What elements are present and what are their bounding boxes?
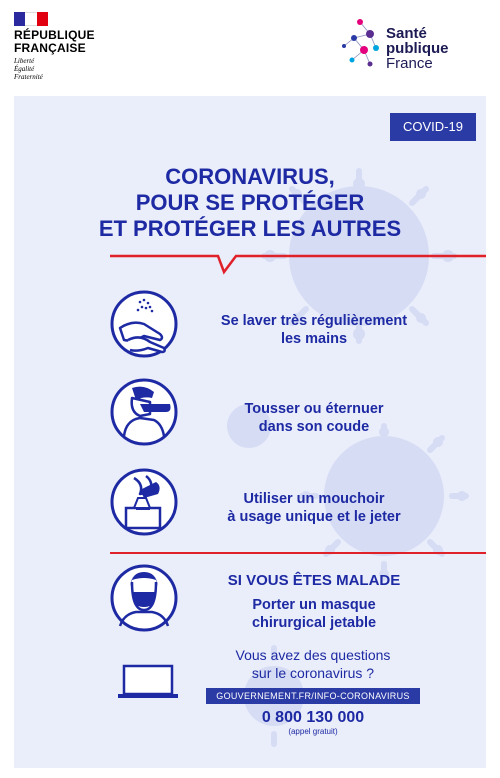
gesture-3-line-2: à usage unique et le jeter	[227, 509, 401, 525]
handwashing-icon	[110, 290, 178, 358]
spf-line-1: Santé	[386, 25, 427, 42]
cough-elbow-icon	[110, 378, 178, 446]
info-coronavirus-link[interactable]: GOUVERNEMENT.FR/INFO-CORONAVIRUS	[206, 688, 420, 704]
header	[0, 0, 500, 96]
question-line-1: Vous avez des questions	[235, 647, 391, 663]
gesture-3-text	[194, 490, 434, 526]
gesture-1-line-2: les mains	[280, 331, 348, 347]
covid-19-badge: COVID-19	[390, 113, 476, 141]
gesture-2-text	[194, 400, 434, 436]
page-title	[34, 164, 466, 242]
spf-molecule-icon	[340, 14, 386, 74]
phone-number[interactable]: 0 800 130 000	[261, 709, 365, 726]
sante-publique-france-logo	[340, 14, 490, 74]
mask-icon	[110, 564, 178, 632]
motto-liberte: Liberté	[14, 57, 35, 65]
poster	[14, 96, 486, 768]
title-line-1: CORONAVIRUS,	[165, 164, 335, 189]
question-line-2: sur le coronavirus ?	[251, 665, 375, 681]
malade-heading: SI VOUS ÊTES MALADE	[227, 572, 401, 589]
french-flag-icon	[14, 12, 48, 26]
title-line-3: ET PROTÉGER LES AUTRES	[98, 216, 402, 241]
gesture-1-line-1: Se laver très régulièrement	[220, 313, 408, 329]
questions-text	[198, 646, 428, 682]
spf-line-2: publique	[386, 40, 449, 57]
motto-fraternite: Fraternité	[14, 73, 43, 81]
malade-line-2: chirurgical jetable	[251, 615, 377, 631]
rf-line-2: FRANÇAISE	[14, 41, 86, 55]
tissue-icon	[110, 468, 178, 536]
title-line-2: POUR SE PROTÉGER	[135, 190, 365, 215]
gesture-2-line-1: Tousser ou éternuer	[244, 401, 384, 417]
spf-text	[386, 26, 449, 71]
malade-text	[194, 572, 434, 632]
speech-bubble-divider	[14, 242, 486, 282]
gesture-3-line-1: Utiliser un mouchoir	[243, 491, 385, 507]
section-separator	[110, 552, 486, 554]
rf-line-1: RÉPUBLIQUE	[14, 28, 95, 42]
gesture-1-text	[194, 312, 434, 348]
spf-line-3: France	[386, 55, 433, 72]
republique-francaise-logo	[14, 12, 95, 81]
laptop-icon	[116, 664, 180, 700]
rf-motto	[14, 57, 95, 81]
motto-egalite: Égalité	[14, 65, 35, 73]
gesture-2-line-2: dans son coude	[258, 419, 370, 435]
free-call-note: (appel gratuit)	[288, 727, 338, 736]
malade-line-1: Porter un masque	[252, 597, 376, 613]
